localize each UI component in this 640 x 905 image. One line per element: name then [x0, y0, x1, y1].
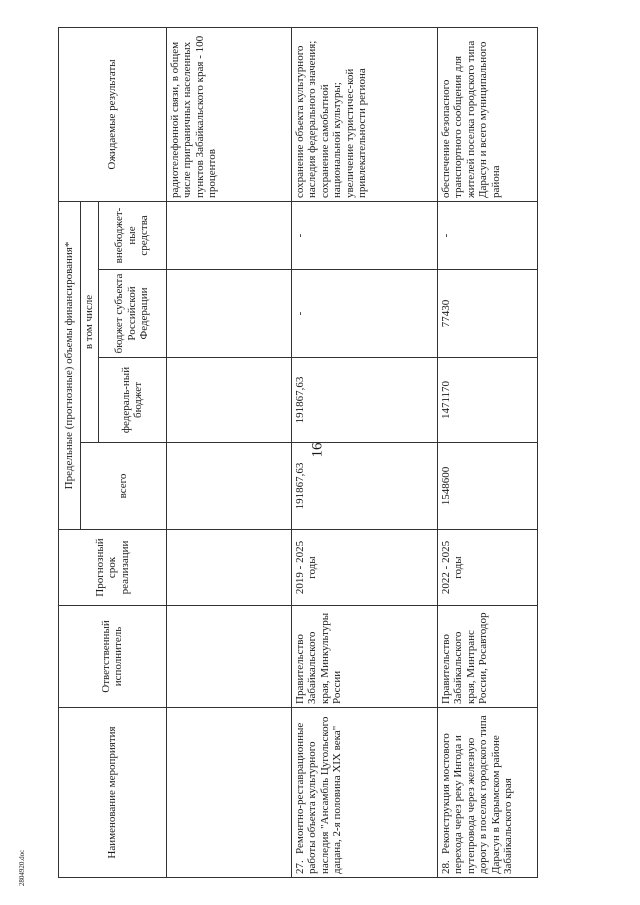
row-results: сохранение объекта культурного наследия федерального значения; сохранение самобытной национальной культуры; увеличение туристичес-кой привлекательности региона: [291, 27, 437, 201]
row-extra: -: [437, 201, 537, 269]
header-federal: федераль-ный бюджет: [98, 358, 166, 443]
row-number: 28.: [439, 860, 452, 874]
row-name: Ремонтно-реставрационные работы объекта культурного наследия "Ансамбль Цугольского дацана, 2-я половина XIX века": [293, 716, 343, 874]
header-executor: Ответственный исполнитель: [59, 606, 167, 708]
row-federal: 191867,63: [291, 358, 437, 443]
row-results: обеспечение безопасного транспортного сообщения для жителей поселка городского типа Дарасун и всего муниципального района: [437, 27, 537, 201]
row-federal: 1471170: [437, 358, 537, 443]
funding-table: [58, 27, 538, 878]
rotated-page-content: [58, 28, 518, 878]
header-extra: внебюджет-ные средства: [98, 201, 166, 269]
header-results: Ожидаемые результаты: [59, 27, 167, 201]
row-total: 1548600: [437, 443, 537, 530]
table-row: [437, 27, 537, 877]
row-executor: Правительство Забайкальского края, Минкультуры России: [291, 606, 437, 708]
row-term: 2022 - 2025 годы: [437, 530, 537, 606]
header-name: Наименование мероприятия: [59, 708, 167, 878]
row-extra: -: [291, 201, 437, 269]
page-number: 16: [309, 442, 326, 458]
row-total: 191867,63: [291, 443, 437, 530]
table-row-continuation: [166, 27, 291, 877]
row-regional: -: [291, 270, 437, 358]
row-term: 2019 - 2025 годы: [291, 530, 437, 606]
table-row: [291, 27, 437, 877]
document-code: 2804920.doc: [18, 849, 26, 887]
header-funding: Предельные (прогнозные) объемы финансирования*: [59, 201, 81, 529]
header-term: Прогнозный срок реализации: [59, 530, 167, 606]
header-regional: бюджет субъекта Российской Федерации: [98, 270, 166, 358]
header-including: в том числе: [81, 201, 99, 442]
row-regional: 77430: [437, 270, 537, 358]
row-name: Реконструкция мостового перехода через реку Ингода и путепровода через железную дорогу в поселок городского типа Дарасун в Карымском районе Забайкальского края: [439, 715, 514, 874]
header-total: всего: [81, 443, 167, 530]
row-executor: Правительство Забайкальского края, Минтранс России, Росавтодор: [437, 606, 537, 708]
continuation-result: радиотелефонной связи, в общем числе приграничных населенных пунктов Забайкальского края - 100 процентов: [166, 27, 291, 201]
row-number: 27.: [293, 860, 306, 874]
